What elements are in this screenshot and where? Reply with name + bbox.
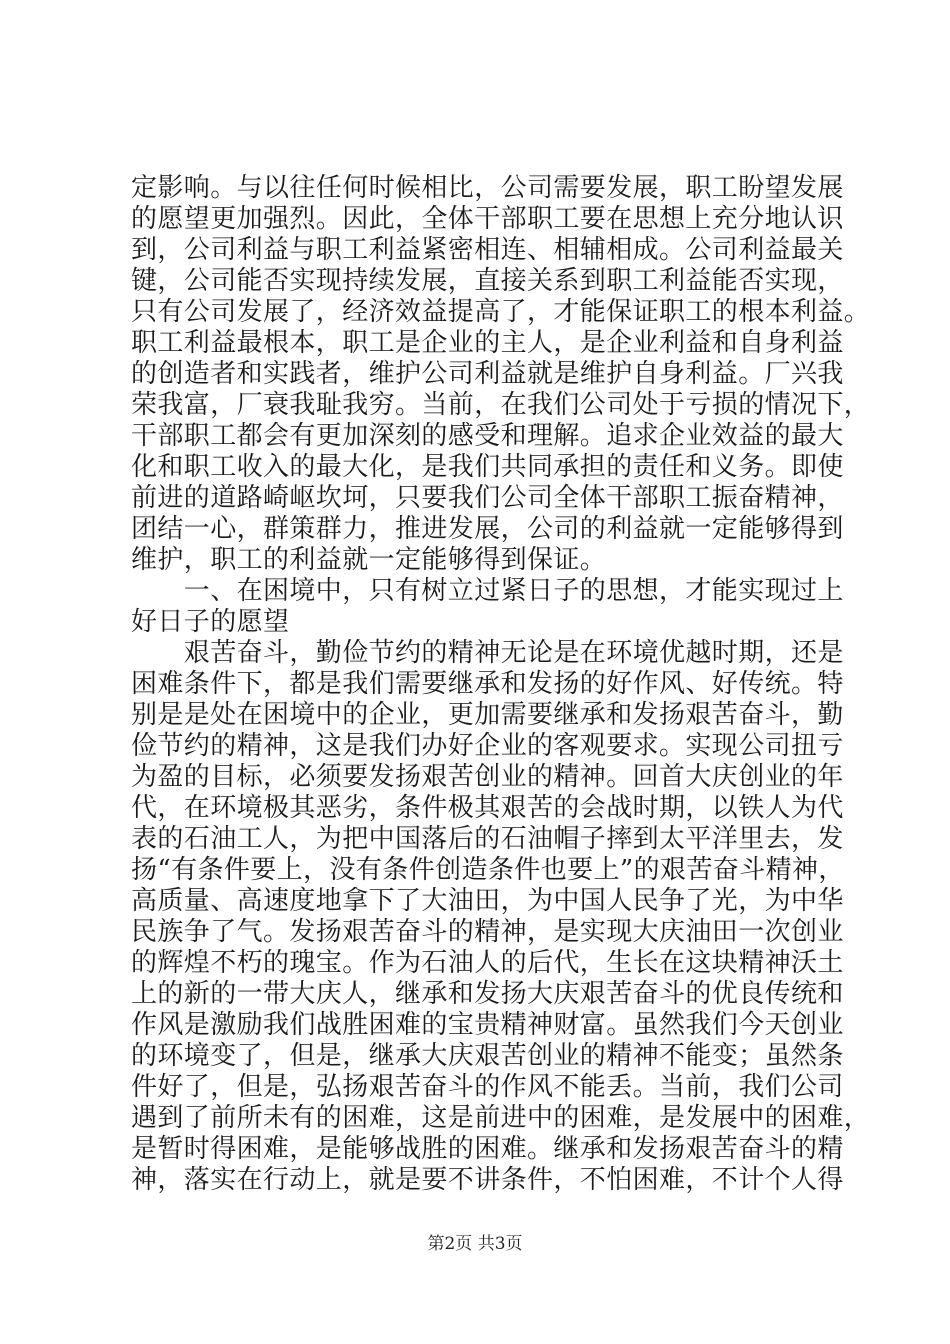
text-line: 定影响。与以往任何时候相比，公司需要发展，职工盼望发展 <box>131 173 844 203</box>
text-line: 代，在环境极其恶劣，条件极其艰苦的会战时期，以铁人为代 <box>131 793 844 823</box>
text-line: 团结一心，群策群力，推进发展，公司的利益就一定能够得到 <box>131 514 844 544</box>
text-line: 表的石油工人，为把中国落后的石油帽子摔到太平洋里去，发 <box>131 824 844 854</box>
text-line: 维护，职工的利益就一定能够得到保证。 <box>131 545 607 575</box>
text-line: 的辉煌不朽的瑰宝。作为石油人的后代，生长在这块精神沃土 <box>131 948 844 978</box>
text-line: 的创造者和实践者，维护公司利益就是维护自身利益。厂兴我 <box>131 359 844 389</box>
page-number-footer: 第2页 共3页 <box>427 1234 523 1254</box>
text-line: 作风是激励我们战胜困难的宝贵精神财富。虽然我们今天创业 <box>131 1010 844 1040</box>
document-body <box>131 173 871 1196</box>
text-line: 是暂时得困难，是能够战胜的困难。继承和发扬艰苦奋斗的精 <box>131 1134 844 1164</box>
text-line: 为盈的目标，必须要发扬艰苦创业的精神。回首大庆创业的年 <box>131 762 844 792</box>
text-line: 只有公司发展了，经济效益提高了，才能保证职工的根本利益。 <box>131 297 871 327</box>
text-line: 一、在困境中，只有树立过紧日子的思想，才能实现过上 <box>131 576 844 606</box>
text-line: 别是是处在困境中的企业，更加需要继承和发扬艰苦奋斗，勤 <box>131 700 844 730</box>
text-line: 干部职工都会有更加深刻的感受和理解。追求企业效益的最大 <box>131 421 844 451</box>
text-line: 神，落实在行动上，就是要不讲条件，不怕困难，不计个人得 <box>131 1165 844 1195</box>
text-line: 到，公司利益与职工利益紧密相连、相辅相成。公司利益最关 <box>131 235 844 265</box>
text-line: 遇到了前所未有的困难，这是前进中的困难，是发展中的困难， <box>131 1103 871 1133</box>
text-line: 化和职工收入的最大化，是我们共同承担的责任和义务。即使 <box>131 452 844 482</box>
text-line: 扬“有条件要上，没有条件创造条件也要上”的艰苦奋斗精神， <box>131 855 845 885</box>
text-line: 民族争了气。发扬艰苦奋斗的精神，是实现大庆油田一次创业 <box>131 917 844 947</box>
text-line: 的环境变了，但是，继承大庆艰苦创业的精神不能变；虽然条 <box>131 1041 844 1071</box>
text-line: 高质量、高速度地拿下了大油田，为中国人民争了光，为中华 <box>131 886 844 916</box>
text-line: 的愿望更加强烈。因此，全体干部职工要在思想上充分地认识 <box>131 204 844 234</box>
text-line: 荣我富，厂衰我耻我穷。当前，在我们公司处于亏损的情况下， <box>131 390 871 420</box>
text-line: 件好了，但是，弘扬艰苦奋斗的作风不能丢。当前，我们公司 <box>131 1072 844 1102</box>
text-line: 好日子的愿望 <box>131 607 290 637</box>
text-line: 职工利益最根本，职工是企业的主人，是企业利益和自身利益 <box>131 328 844 358</box>
text-line: 困难条件下，都是我们需要继承和发扬的好作风、好传统。特 <box>131 669 844 699</box>
text-line: 俭节约的精神，这是我们办好企业的客观要求。实现公司扭亏 <box>131 731 844 761</box>
text-line: 键，公司能否实现持续发展，直接关系到职工利益能否实现， <box>131 266 844 296</box>
text-line: 上的新的一带大庆人，继承和发扬大庆艰苦奋斗的优良传统和 <box>131 979 844 1009</box>
text-line: 前进的道路崎岖坎坷，只要我们公司全体干部职工振奋精神， <box>131 483 844 513</box>
text-line: 艰苦奋斗，勤俭节约的精神无论是在环境优越时期，还是 <box>131 638 844 668</box>
